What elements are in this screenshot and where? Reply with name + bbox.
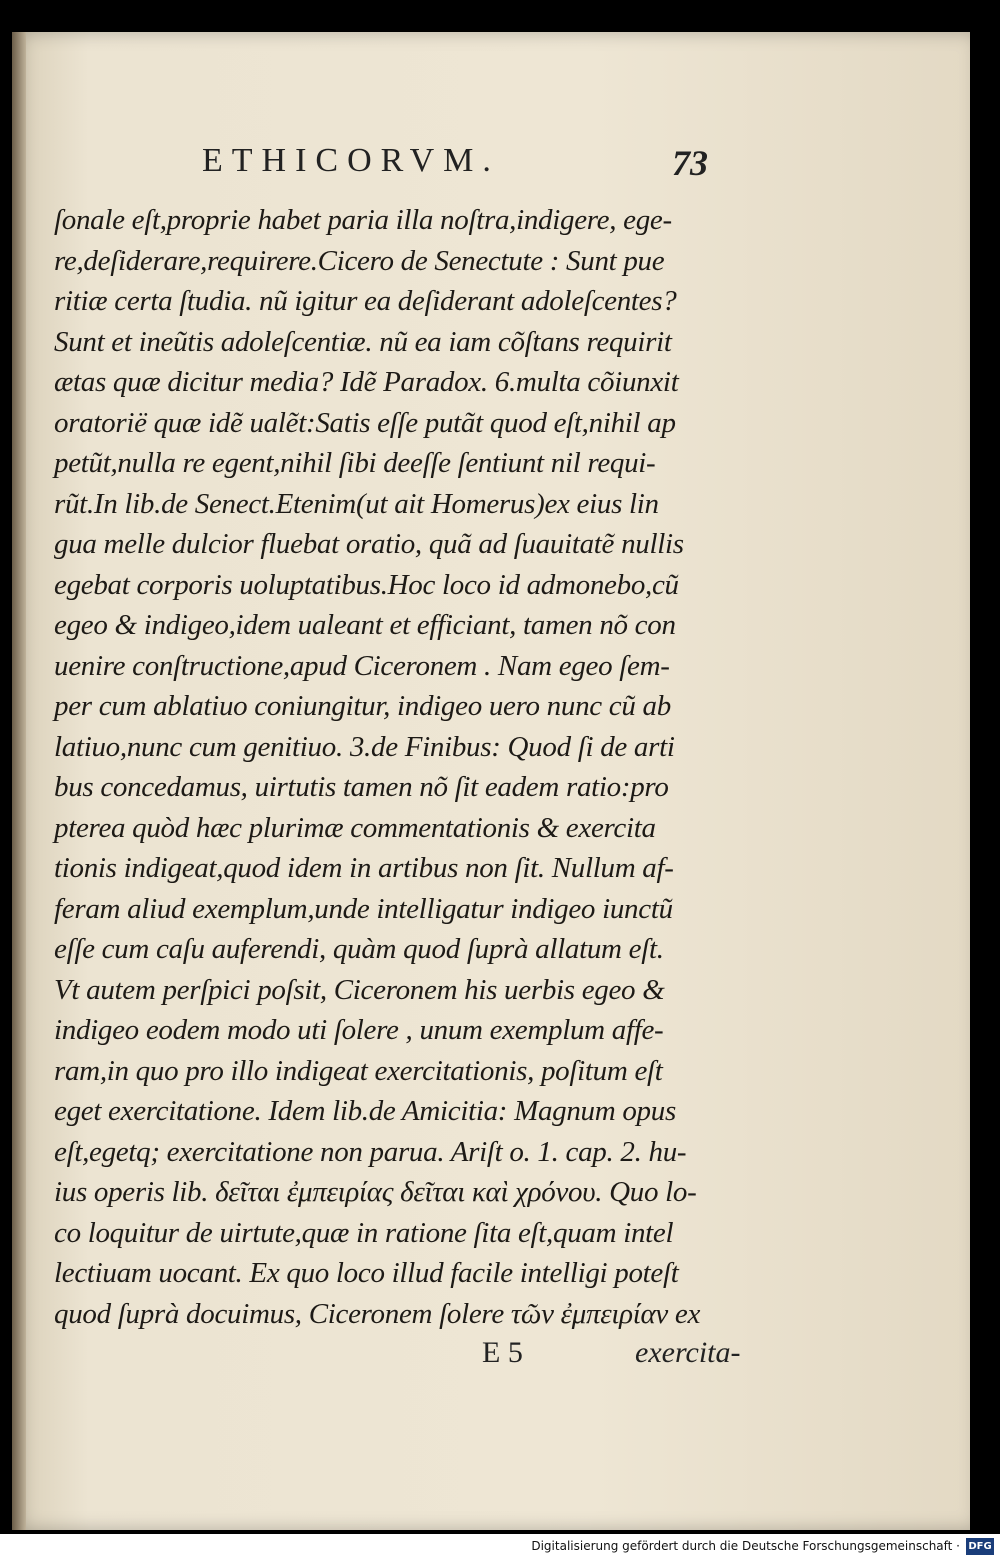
text-line: co loquitur de uirtute,quæ in ratione ſita eſt,quam intel [54, 1216, 674, 1249]
signature-mark: E 5 [482, 1336, 523, 1369]
text-line: eſt,egetq; exercitatione non parua. Ariſt o. 1. cap. 2. hu- [54, 1135, 687, 1168]
catchword: exercita- [635, 1336, 741, 1369]
text-line: bus concedamus, uirtutis tamen nõ ſit eadem ratio:pro [54, 771, 669, 803]
text-line: ram,in quo pro illo indigeat exercitationis, poſitum eſt [54, 1054, 663, 1087]
text-line: ritiæ certa ſtudia. nũ igitur ea deſiderant adoleſcentes? [54, 285, 677, 317]
text-line: Vt autem perſpici poſsit, Ciceronem his uerbis egeo & [54, 973, 665, 1006]
footer-bar [0, 1534, 1000, 1560]
book-page [12, 32, 970, 1530]
text-line: lectiuam uocant. Ex quo loco illud facile intelligi poteſt [54, 1257, 679, 1289]
text-line: eſſe cum caſu auferendi, quàm quod ſuprà allatum eſt. [54, 933, 664, 965]
text-line: egeo & indigeo,idem ualeant et efficiant, tamen nõ con [54, 609, 676, 641]
text-line: per cum ablatiuo coniungitur, indigeo uero nunc cũ ab [54, 690, 671, 722]
text-line: petũt,nulla re egent,nihil ſibi deeſſe ſentiunt nil requi- [54, 447, 656, 479]
footer-credit: Digitalisierung gefördert durch die Deutsche Forschungsgemeinschaft · [531, 1539, 960, 1553]
text-line: uenire conſtructione,apud Ciceronem . Nam egeo ſem- [54, 649, 670, 682]
text-line: egebat corporis uoluptatibus.Hoc loco id admonebo,cũ [54, 568, 679, 601]
page-number: 73 [672, 143, 708, 183]
text-line: latiuo,nunc cum genitiuo. 3.de Finibus: Quod ſi de arti [54, 730, 675, 763]
text-line: gua melle dulcior fluebat oratio, quã ad ſuauitatẽ nullis [54, 528, 684, 560]
text-line: pterea quòd hæc plurimæ commentationis & exercita [54, 811, 656, 844]
dfg-logo: DFG [966, 1538, 994, 1555]
text-line: ſonale eſt,proprie habet paria illa noſtra,indigere, ege- [54, 204, 672, 236]
text-line: oratorië quæ idẽ ualẽt:Satis eſſe putãt quod eſt,nihil ap [54, 406, 676, 439]
text-body [54, 200, 744, 1334]
text-line: eget exercitatione. Idem lib.de Amicitia: Magnum opus [54, 1095, 676, 1127]
text-line: tionis indigeat,quod idem in artibus non ſit. Nullum af- [54, 852, 674, 884]
text-line: Sunt et ineũtis adoleſcentiæ. nũ ea iam cõſtans requirit [54, 325, 672, 358]
page-gutter [12, 32, 26, 1530]
running-header: ETHICORVM. [202, 142, 500, 179]
text-line: re,deſiderare,requirere.Cicero de Senectute : Sunt pue [54, 244, 665, 277]
text-line: quod ſuprà docuimus, Ciceronem ſolere τῶν ἐμπειρίαν ex [54, 1297, 701, 1330]
text-line: rũt.In lib.de Senect.Etenim(ut ait Homerus)ex eius lin [54, 487, 659, 520]
text-line: ius operis lib. δεῖται ἐμπειρίας δεῖται καὶ χρόνου. Quo lo- [54, 1176, 697, 1208]
text-line: ætas quæ dicitur media? Idẽ Paradox. 6.multa cõiunxit [54, 366, 679, 398]
text-line: indigeo eodem modo uti ſolere , unum exemplum affe- [54, 1014, 664, 1046]
text-line: feram aliud exemplum,unde intelligatur indigeo iunctũ [54, 892, 673, 925]
